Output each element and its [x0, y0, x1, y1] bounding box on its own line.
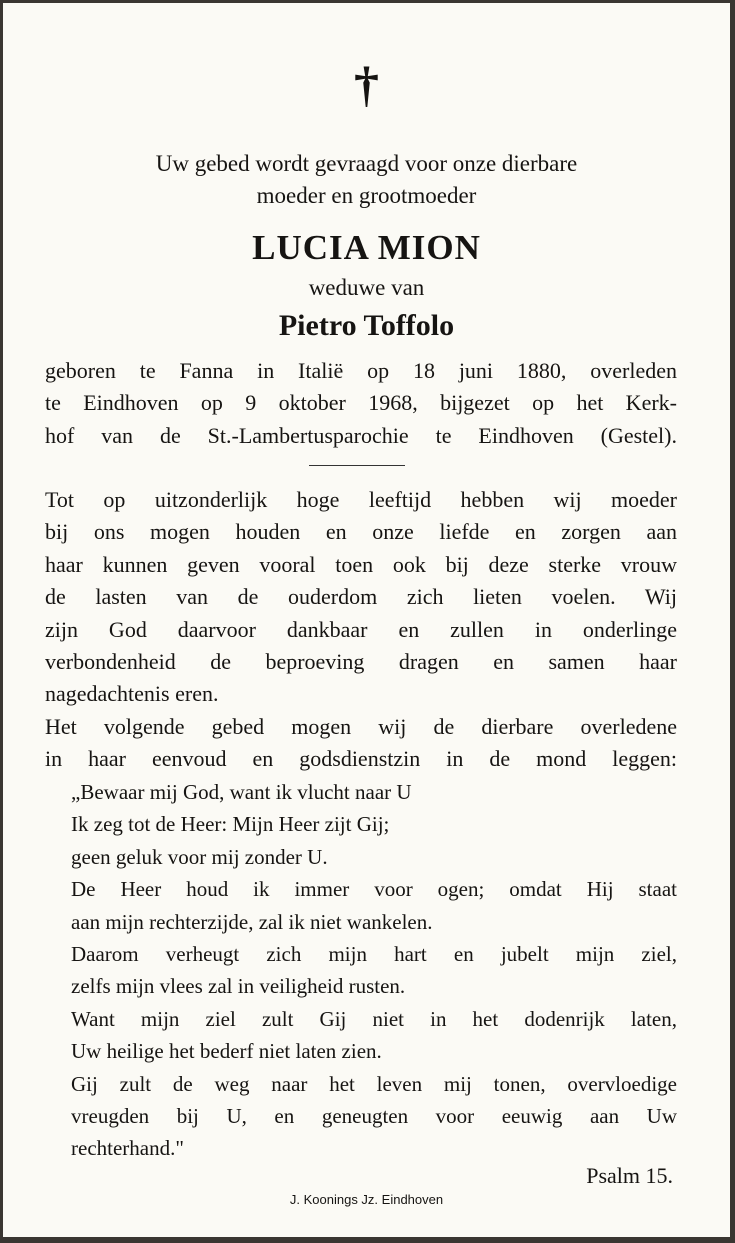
paragraph-line: bij ons mogen houden en onze liefde en zorgen aan: [45, 519, 677, 545]
prayer-line: rechterhand.": [71, 1136, 184, 1161]
prayer-line: Gij zult de weg naar het leven mij tonen, overvloedige: [71, 1071, 677, 1096]
birth-death-details: [45, 355, 677, 452]
husband-name: Pietro Toffolo: [278, 309, 455, 342]
paragraph-line: Tot op uitzonderlijk hoge leeftijd hebben wij moeder: [45, 487, 677, 512]
paragraph-line: in haar eenvoud en godsdienstzin in de mond leggen:: [45, 746, 677, 772]
prayer-line: Daarom verheugt zich mijn hart en jubelt mijn ziel,: [71, 941, 677, 966]
prayer-line: aan mijn rechterzijde, zal ik niet wankelen.: [71, 909, 433, 934]
prayer-line: De Heer houd ik immer voor ogen; omdat Hij staat: [71, 877, 677, 902]
cross-icon: †: [354, 56, 379, 112]
widow-of-label: weduwe van: [308, 275, 425, 300]
paragraph-line: Het volgende gebed mogen wij de dierbare overledene: [45, 714, 677, 739]
prayer-line: zelfs mijn vlees zal in veiligheid rusten.: [71, 974, 406, 999]
paragraph-line: de lasten van de ouderdom zich lieten voelen. Wij: [45, 584, 677, 610]
printer-credit: J. Koonings Jz. Eindhoven: [289, 1192, 444, 1207]
prayer-line: Ik zeg tot de Heer: Mijn Heer zijt Gij;: [71, 812, 390, 837]
prayer-line: Uw heilige het bederf niet laten zien.: [71, 1039, 382, 1064]
details-line: geboren te Fanna in Italië op 18 juni 1880, overleden: [45, 358, 677, 383]
deceased-name: LUCIA MION: [252, 228, 481, 267]
divider-rule: [309, 465, 405, 466]
prayer-intro-paragraph: [45, 711, 677, 776]
details-line: te Eindhoven op 9 oktober 1968, bijgezet op het Kerk-: [45, 390, 677, 416]
prayer-quote: [71, 776, 677, 1165]
details-line: hof van de St.-Lambertusparochie te Eindhoven (Gestel).: [45, 422, 677, 448]
intro-line: moeder en grootmoeder: [256, 183, 477, 208]
paragraph-line: zijn God daarvoor dankbaar en zullen in onderlinge: [45, 616, 677, 642]
tribute-paragraph: [45, 484, 677, 711]
paragraph-line: nagedachtenis eren.: [45, 681, 219, 707]
prayer-line: geen geluk voor mij zonder U.: [71, 844, 328, 869]
intro-text: [3, 148, 730, 212]
psalm-reference: Psalm 15.: [586, 1163, 673, 1188]
paragraph-line: verbondenheid de beproeving dragen en samen haar: [45, 648, 677, 674]
memorial-card: [3, 3, 730, 1237]
prayer-line: vreugden bij U, en geneugten voor eeuwig aan Uw: [71, 1103, 677, 1128]
intro-line: Uw gebed wordt gevraagd voor onze dierbare: [155, 151, 578, 176]
prayer-line: Want mijn ziel zult Gij niet in het dodenrijk laten,: [71, 1006, 677, 1031]
prayer-line: „Bewaar mij God, want ik vlucht naar U: [71, 780, 412, 804]
paragraph-line: haar kunnen geven vooral toen ook bij deze sterke vrouw: [45, 551, 677, 577]
